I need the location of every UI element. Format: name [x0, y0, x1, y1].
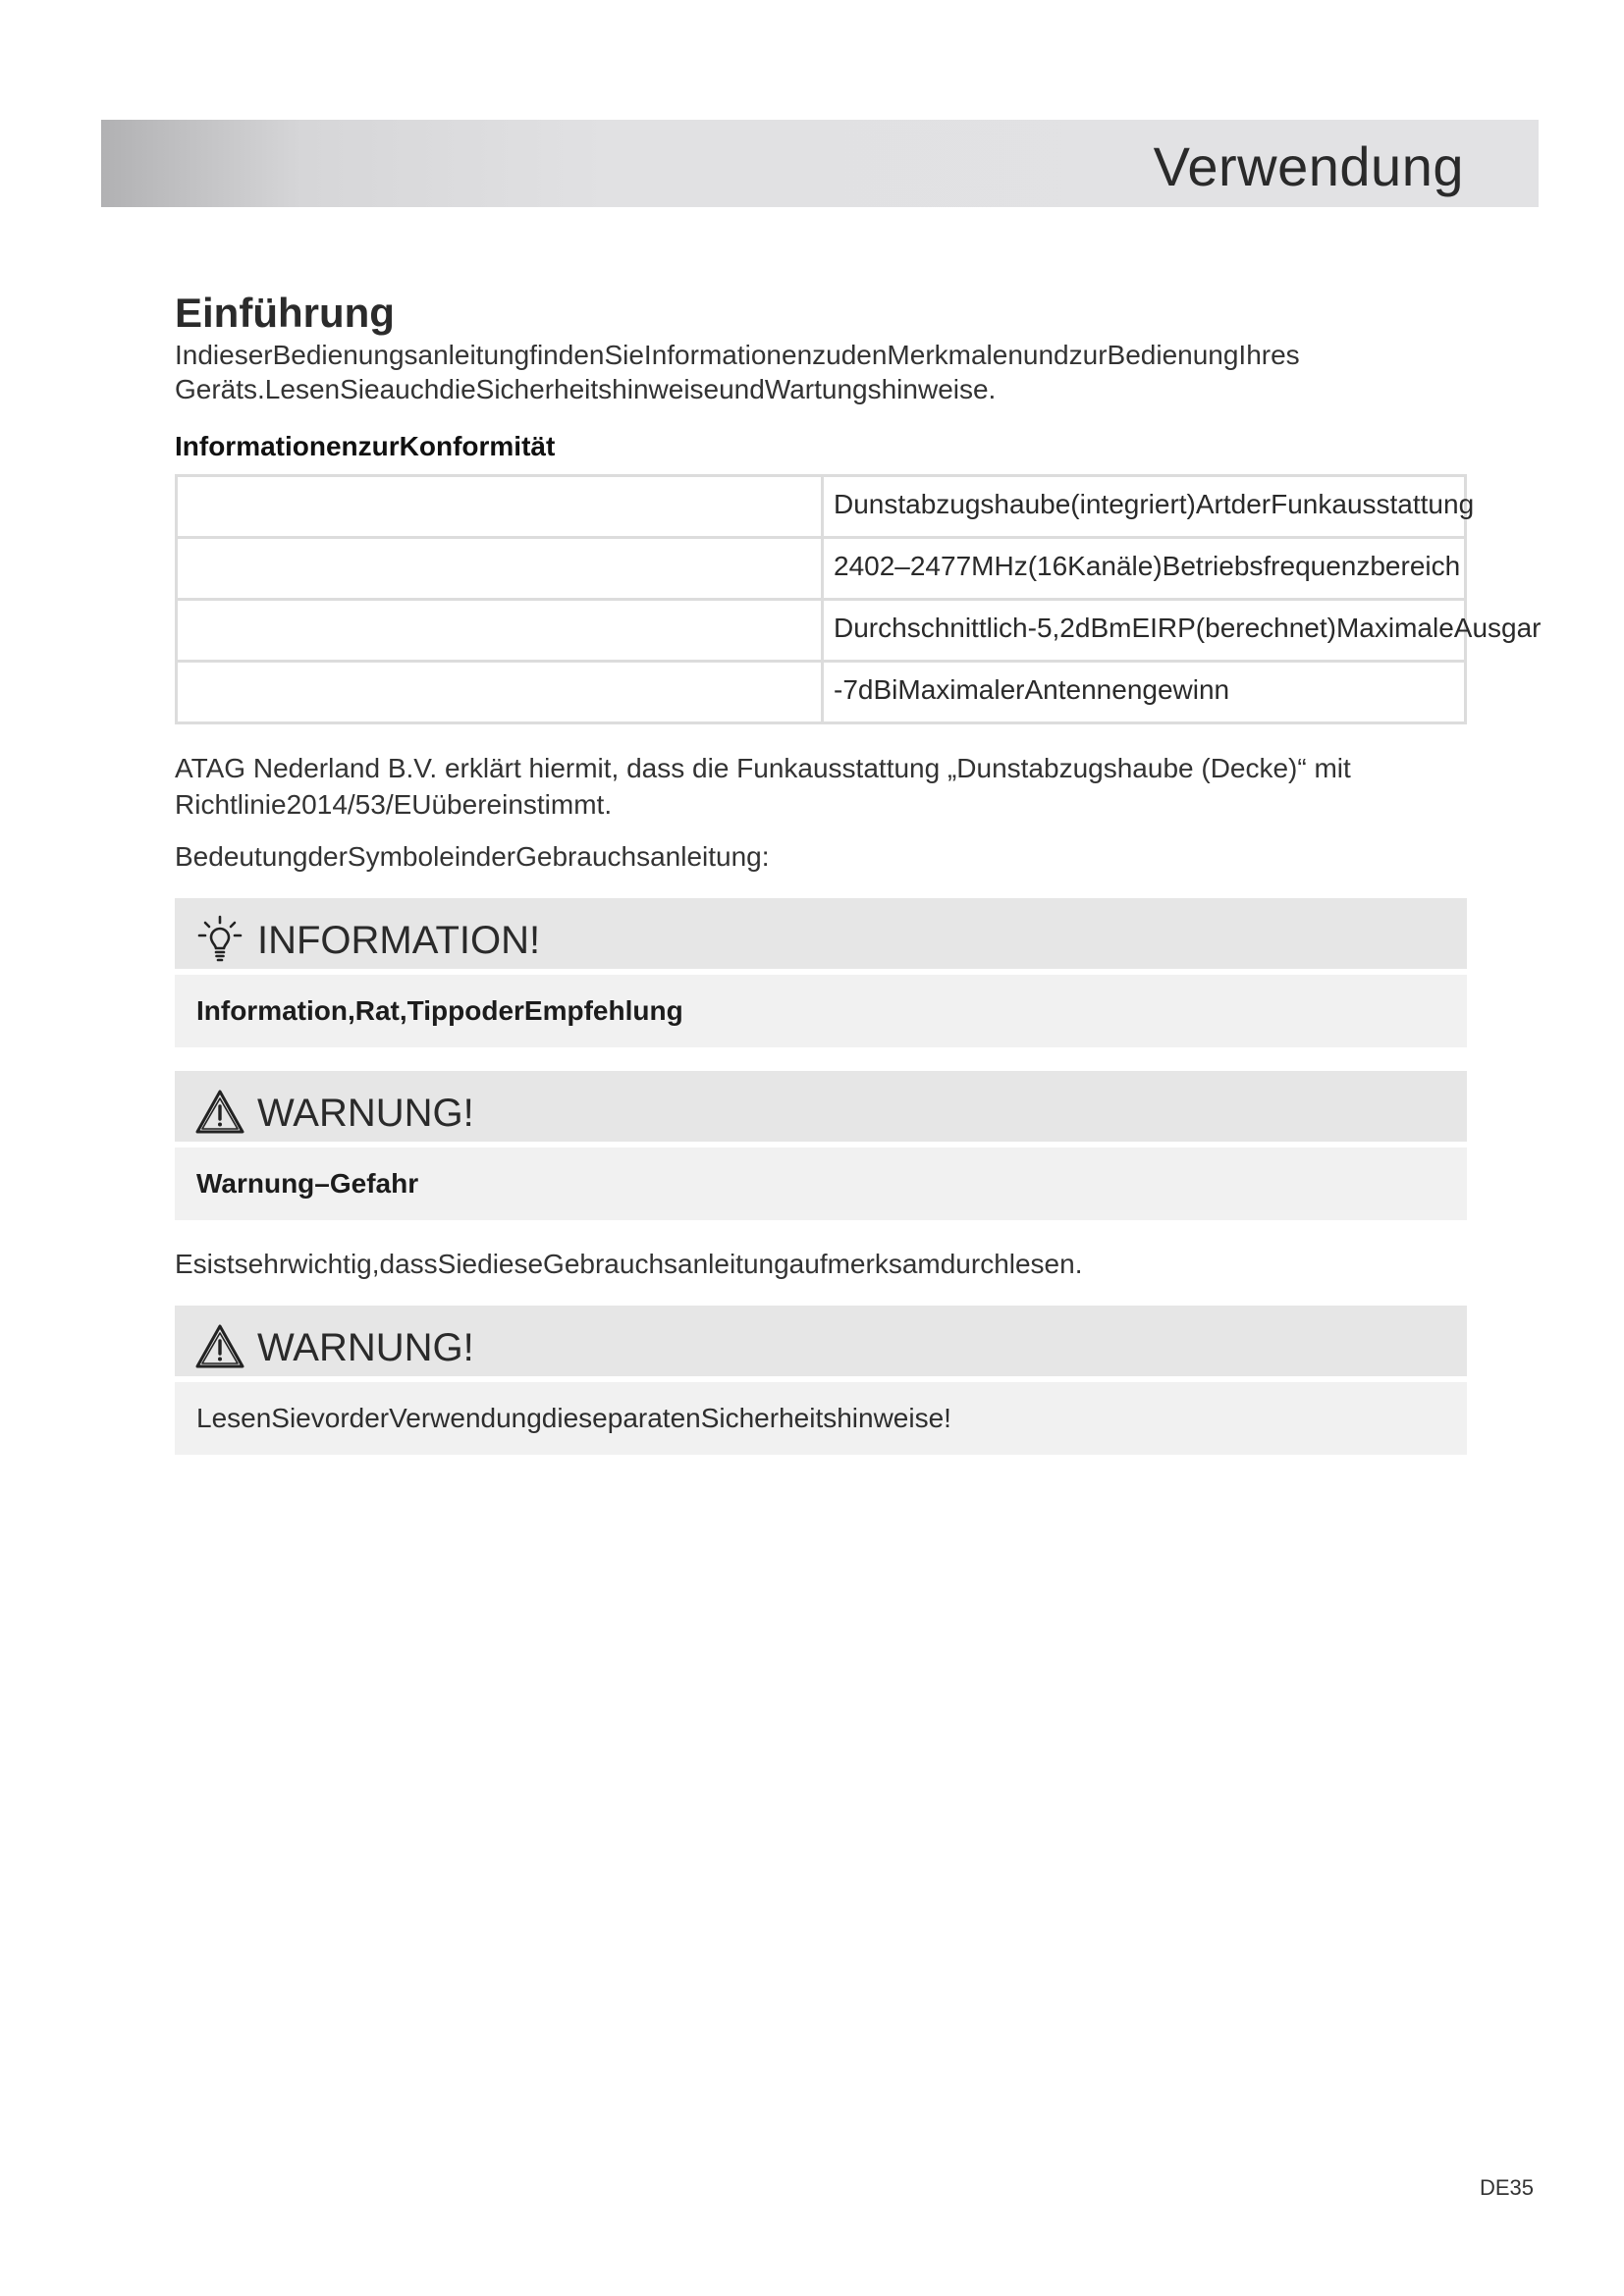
warning-box-danger: [175, 1071, 1467, 1220]
intro-text: IndieserBedienungsanleitungfindenSieInformationenzudenMerkmalenundzurBedienungIhres Geräts.LesenSieauchdieSicherheitshinweiseundWartungshinweise.: [175, 340, 1300, 404]
conformity-heading: InformationenzurKonformität: [175, 431, 556, 461]
read-note-text: Esistsehrwichtig,dassSiedieseGebrauchsanleitungaufmerksamdurchlesen.: [175, 1249, 1083, 1279]
warning-box-body: [175, 1382, 1467, 1455]
warning-triangle-icon: [194, 1087, 245, 1138]
intro-heading: Einführung: [175, 290, 395, 336]
table-row: [178, 601, 1542, 663]
page-number: DE35: [1479, 2175, 1534, 2200]
table-cell-left: [178, 539, 824, 598]
table-cell-left: [178, 477, 824, 536]
table-cell-right: -7dBiMaximalerAntennengewinn: [834, 674, 1230, 705]
warning-box-text: LesenSievorderVerwendungdieseparatenSicherheitshinweise!: [196, 1403, 951, 1433]
table-cell-right: Durchschnittlich-5,2dBmEIRP(berechnet)MaximaleAusgar: [834, 613, 1542, 643]
table-row: [178, 477, 1475, 539]
warning-triangle-icon: [194, 1321, 245, 1372]
information-box-title: INFORMATION!: [257, 919, 541, 962]
warning-box-body: [175, 1148, 1467, 1220]
warning-box-title: WARNUNG!: [257, 1326, 474, 1369]
table-row: [178, 663, 1464, 721]
table-cell-left: [178, 663, 824, 721]
lightbulb-icon: [194, 914, 245, 965]
warning-box-header: [175, 1306, 1467, 1376]
section-title: Verwendung: [1153, 135, 1464, 197]
table-cell-left: [178, 601, 824, 660]
information-box-text: Information,Rat,TippoderEmpfehlung: [196, 995, 683, 1026]
information-box-header: [175, 898, 1467, 969]
warning-box-safety: [175, 1306, 1467, 1455]
warning-box-header: [175, 1071, 1467, 1142]
section-header-band: [101, 120, 1539, 207]
information-box: [175, 898, 1467, 1047]
warning-box-text: Warnung–Gefahr: [196, 1168, 419, 1199]
symbols-intro-text: BedeutungderSymboleinderGebrauchsanleitung:: [175, 841, 770, 872]
warning-box-title: WARNUNG!: [257, 1092, 474, 1135]
conformity-table: [175, 474, 1542, 724]
information-box-body: [175, 975, 1467, 1047]
page-content: [175, 289, 1542, 1455]
table-row: [178, 539, 1464, 601]
table-cell-right: Dunstabzugshaube(integriert)ArtderFunkausstattung: [834, 489, 1475, 519]
declaration-text: ATAG Nederland B.V. erklärt hiermit, dass die Funkausstattung „Dunstabzugshaube (Decke)“ mit Richtlinie2014/53/EUübereinstimmt.: [175, 753, 1351, 820]
table-cell-right: 2402–2477MHz(16Kanäle)Betriebsfrequenzbereich: [834, 551, 1461, 581]
